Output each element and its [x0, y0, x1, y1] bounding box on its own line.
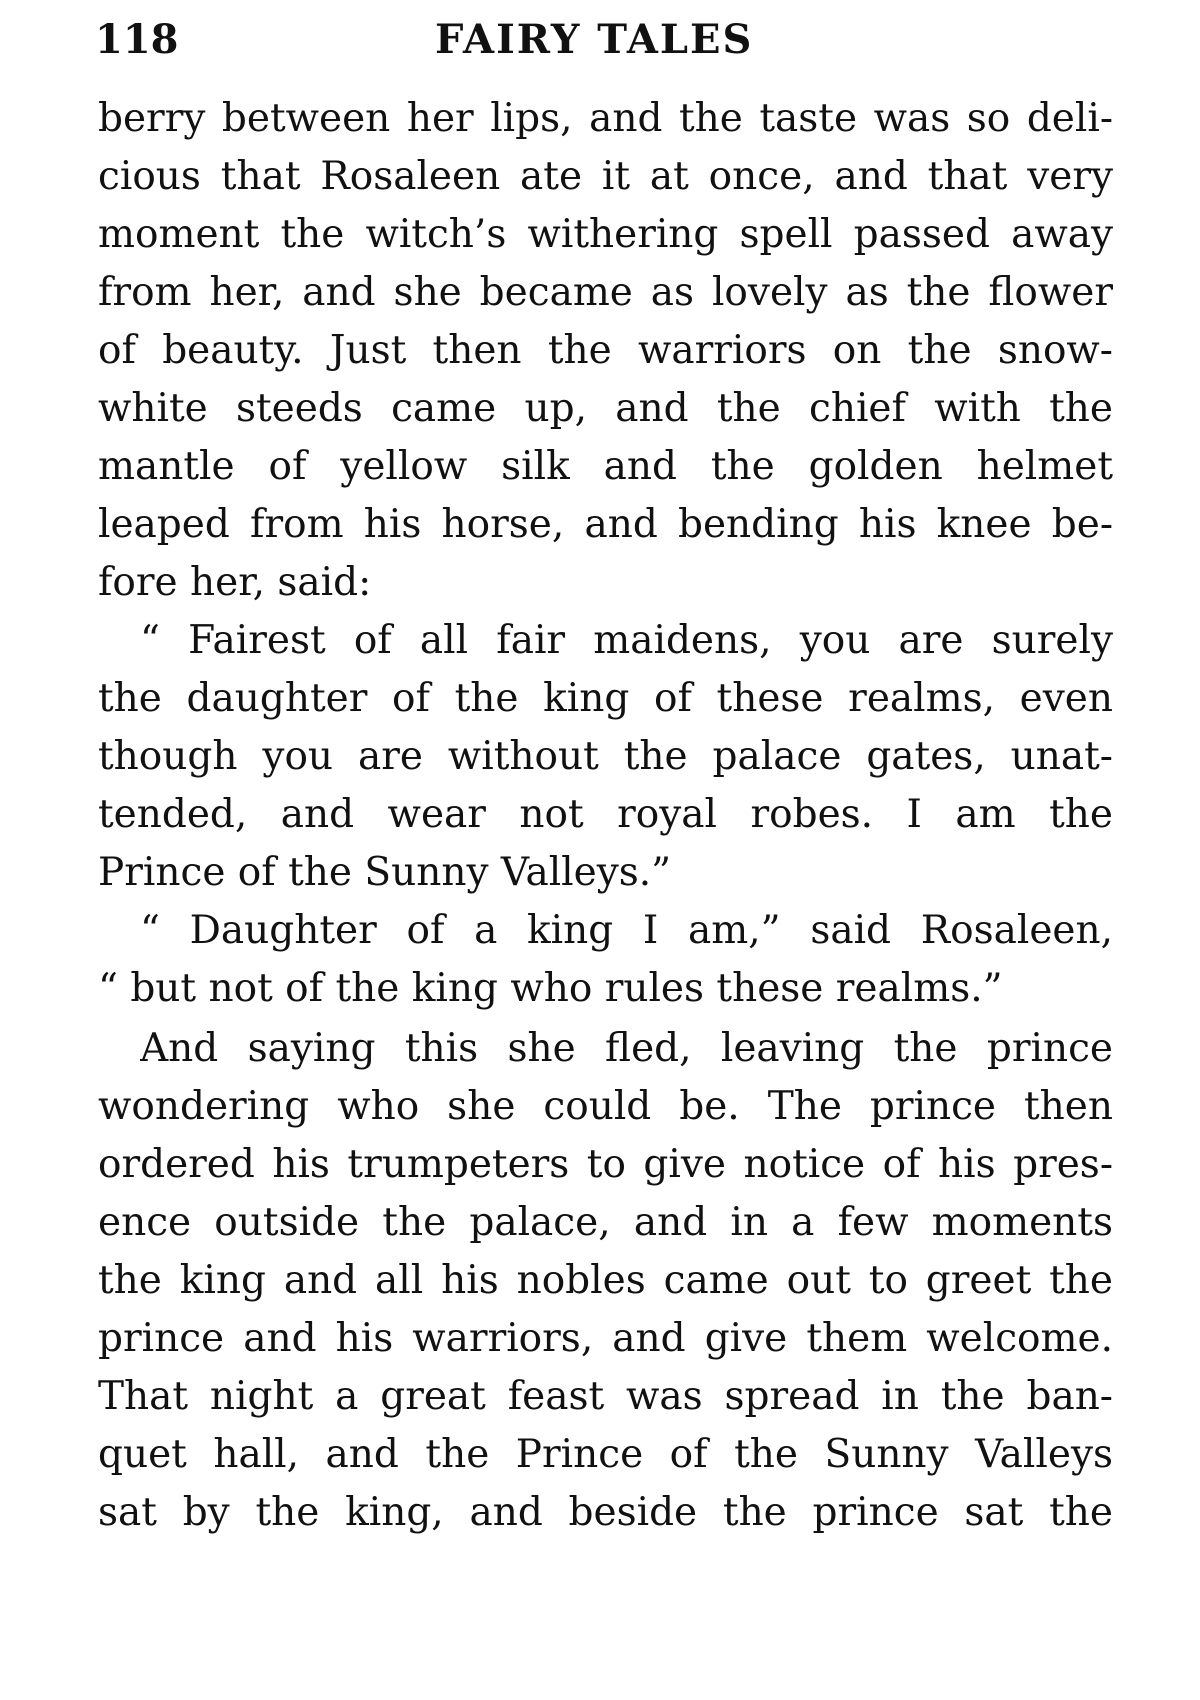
text-line: quet hall, and the Prince of the Sunny Valleys [98, 1432, 1113, 1477]
text-line: fore her, said: [98, 560, 372, 605]
text-line: Prince of the Sunny Valleys.” [98, 850, 672, 895]
running-title: FAIRY TALES [435, 16, 754, 63]
text-line: the daughter of the king of these realms, even [98, 676, 1113, 721]
text-line: mantle of yellow silk and the golden helmet [98, 444, 1113, 489]
text-line: “ Fairest of all fair maidens, you are surely [140, 618, 1113, 663]
text-line: of beauty. Just then the warriors on the snow- [98, 328, 1113, 373]
text-line: from her, and she became as lovely as the flower [98, 270, 1113, 315]
text-line: And saying this she fled, leaving the prince [140, 1026, 1113, 1071]
text-line: berry between her lips, and the taste was so deli- [98, 96, 1113, 141]
text-line: moment the witch’s withering spell passed away [98, 212, 1113, 257]
text-line: leaped from his horse, and bending his knee be- [98, 502, 1113, 547]
text-line: ence outside the palace, and in a few moments [98, 1200, 1113, 1245]
text-line: ordered his trumpeters to give notice of his pres- [98, 1142, 1113, 1187]
text-line: the king and all his nobles came out to greet the [98, 1258, 1113, 1303]
text-line: prince and his warriors, and give them welcome. [98, 1316, 1113, 1361]
text-line: tended, and wear not royal robes. I am the [98, 792, 1113, 837]
text-line: “ Daughter of a king I am,” said Rosaleen, [140, 908, 1113, 953]
text-line: wondering who she could be. The prince then [98, 1084, 1113, 1129]
page-number: 118 [95, 16, 179, 63]
text-line: white steeds came up, and the chief with the [98, 386, 1113, 431]
text-line: That night a great feast was spread in the ban- [98, 1374, 1113, 1419]
text-line: though you are without the palace gates, unat- [98, 734, 1113, 779]
running-head [95, 10, 1115, 70]
text-line: sat by the king, and beside the prince sat the [98, 1490, 1113, 1535]
text-line: cious that Rosaleen ate it at once, and that very [98, 154, 1113, 199]
text-line: “ but not of the king who rules these realms.” [98, 966, 1003, 1011]
